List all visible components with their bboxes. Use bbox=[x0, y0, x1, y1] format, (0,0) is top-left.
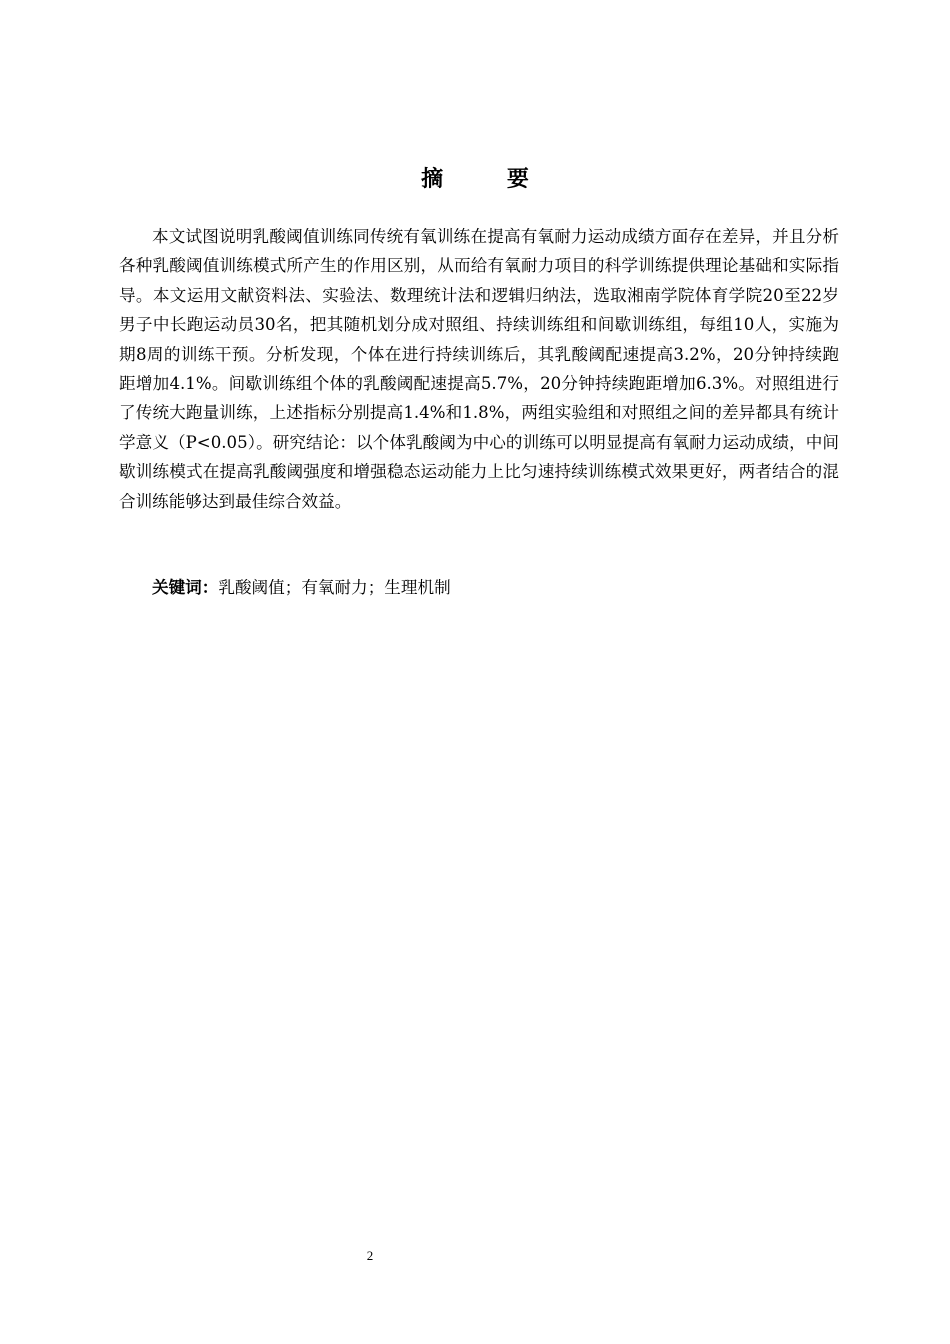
page-number: 2 bbox=[366, 1248, 374, 1263]
abstract-body: 本文试图说明乳酸阈值训练同传统有氧训练在提高有氧耐力运动成绩方面存在差异，并且分析各种乳酸阈值训练模式所产生的作用区别，从而给有氧耐力项目的科学训练提供理论基础和实际指导。本文运用文献资料法、实验法、数理统计法和逻辑归纳法，选取湘南学院体育学院20至22岁男子中长跑运动员30名，把其随机划分成对照组、持续训练组和间歇训练组，每组10人，实施为期8周的训练干预。分析发现，个体在进行持续训练后，其乳酸阈配速提高3.2%，20分钟持续跑距增加4.1%。间歇训练组个体的乳酸阈配速提高5.7%，20分钟持续跑距增加6.3%。对照组进行了传统大跑量训练，上述指标分别提高1.4%和1.8%，两组实验组和对照组之间的差异都具有统计学意义（P<0.05）。研究结论：以个体乳酸阈为中心的训练可以明显提高有氧耐力运动成绩，中间歇训练模式在提高乳酸阈强度和增强稳态运动能力上比匀速持续训练模式效果更好，两者结合的混合训练能够达到最佳综合效益。 bbox=[119, 227, 839, 511]
keywords-text: 乳酸阈值；有氧耐力；生理机制 bbox=[218, 578, 451, 597]
keywords-line bbox=[152, 573, 852, 602]
keywords-label: 关键词： bbox=[152, 578, 219, 597]
abstract-title: 摘 要 bbox=[421, 167, 557, 192]
